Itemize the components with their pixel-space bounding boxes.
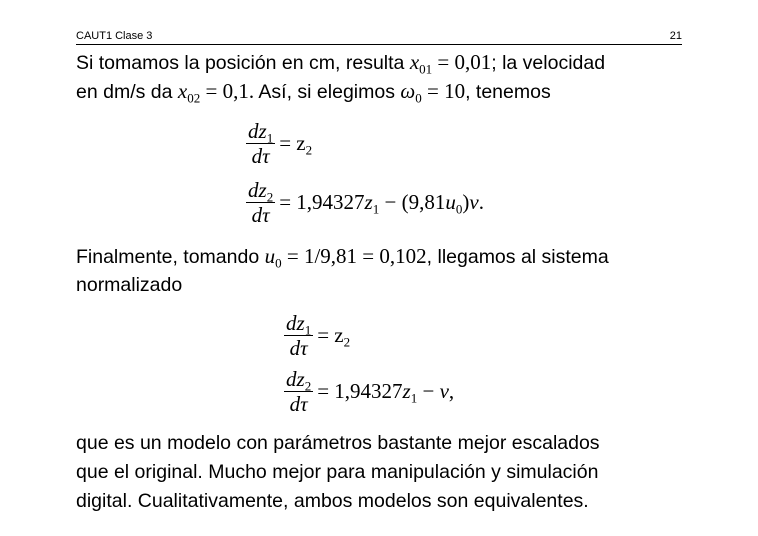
header-rule — [76, 44, 682, 45]
text: Si tomamos la posición en cm, resulta — [76, 52, 410, 74]
text: Así, si elegimos — [254, 81, 401, 103]
text: , llegamos al sistema — [426, 246, 609, 268]
paragraph-conclusion-line-2: que el original. Mucho mejor para manipulación y simulación — [76, 461, 599, 483]
text: en dm/s da — [76, 81, 178, 103]
fraction: $\frac{dz_2}{d\tau}$ — [248, 178, 274, 227]
page-number: 21 — [669, 30, 682, 42]
fraction: $\frac{dz_1}{d\tau}$ — [286, 311, 312, 360]
paragraph-normalization-line-2 — [76, 271, 696, 300]
math-omega0: $\omega_0 = 10$ — [400, 79, 466, 106]
text: , tenemos — [465, 81, 551, 103]
paragraph-normalization-line-1 — [76, 242, 696, 272]
text: ; la velocidad — [491, 52, 606, 74]
paragraph-conclusion-line-3: digital. Cualitativamente, ambos modelos son equivalentes. — [76, 490, 589, 512]
fraction: $\frac{dz_1}{d\tau}$ — [248, 119, 274, 168]
fraction: $\frac{dz_2}{d\tau}$ — [286, 367, 312, 416]
text: normalizado — [76, 274, 183, 296]
math-x02: $x_{02} = 0,1$. — [177, 79, 255, 106]
paragraph-intro-line-1 — [76, 48, 696, 78]
text: Finalmente, tomando — [76, 246, 265, 268]
math-u0: $u_0 = 1/9,81 = 0,102$ — [264, 244, 427, 271]
paragraph-conclusion-line-1: que es un modelo con parámetros bastante mejor escalados — [76, 432, 600, 454]
course-title: CAUT1 Clase 3 — [76, 30, 153, 42]
math-x01: $x_{01} = 0,01$ — [409, 50, 492, 77]
equation-system1-eq1: $\frac{dz_1}{d\tau}$ = $z_2$ — [248, 119, 313, 168]
paragraph-intro-line-2 — [76, 77, 696, 107]
equation-system2-eq2: $\frac{dz_2}{d\tau}$ = $1,94327z_1 - v$, — [286, 367, 455, 416]
equation-system2-eq1: $\frac{dz_1}{d\tau}$ = $z_2$ — [286, 311, 351, 360]
equation-system1-eq2: $\frac{dz_2}{d\tau}$ = $1,94327z_1 - (9,81u_0)v$. — [248, 178, 484, 227]
